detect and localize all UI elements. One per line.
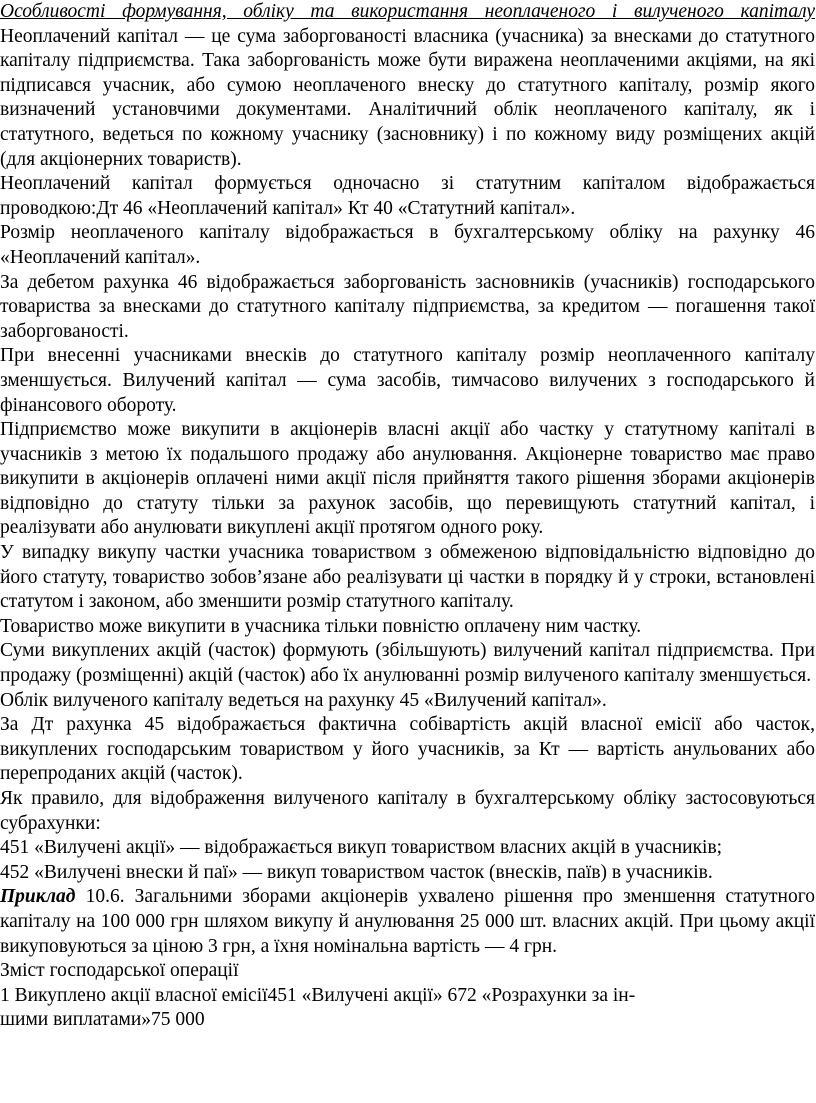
operation-header: Зміст господарської операції (0, 960, 239, 982)
paragraph-subaccount-451: 451 «Вилучені акції» — відображається викуп товариством власних акцій в учасників; (0, 837, 723, 859)
paragraph-account-45: Облік вилученого капіталу ведеться на рахунку 45 «Вилучений капітал». (0, 689, 607, 711)
paragraph-unpaid-capital-entry: Неоплачений капітал формується одночасно зі статутним капіталом відображається проводкою:Дт 46 «Неоплачений капітал» Кт 40 «Статутний капітал». (0, 173, 815, 219)
example-text: 10.6. Загальними зборами акціонерів ухвалено рішення про зменшення статутного капіталу на 100 000 грн шляхом викупу й анулювання 25 000 шт. власних акцій. При цьому акції викуповуються за ціною 3 грн, а їхня номінальна вартість — 4 грн. (0, 886, 815, 957)
document-title: Особливості формування, обліку та використання неоплаченого і вилученого капіталу (0, 1, 815, 22)
paragraph-debit-credit-45: За Дт рахунка 45 відображається фактична собівартість акцій власної емісії або часток, викуплених господарським товариством у його учасників, за Кт — вартість анульованих або перепроданих акцій (часток). (0, 714, 815, 785)
paragraph-subaccount-452: 452 «Вилучені внески й паї» — викуп товариством часток (внесків, паїв) в учасників. (0, 861, 713, 883)
operation-line-2: шими виплатами»75 000 (0, 1009, 205, 1031)
paragraph-account-46: Розмір неоплаченого капіталу відображається в бухгалтерському обліку на рахунку 46 «Неоплачений капітал». (0, 222, 815, 268)
example-label: Приклад (0, 886, 76, 908)
paragraph-paid-share-only: Товариство може викупити в учасника тільки повністю оплачену ним частку. (0, 615, 642, 637)
operation-line-1: 1 Викуплено акції власної емісії451 «Вилучені акції» 672 «Розрахунки за ін- (0, 984, 636, 1006)
paragraph-llc-share-buyback: У випадку викупу частки учасника товариством з обмеженою відповідальністю відповідно до його статуту, товариство зобов’язане або реалізувати ці частки в порядку й у строки, встановлені статутом і законом, або зменшити розмір статутного капіталу. (0, 542, 815, 613)
paragraph-subaccounts-intro: Як правило, для відображення вилученого капіталу в бухгалтерському обліку застосовуються субрахунки: (0, 788, 815, 834)
paragraph-withdrawn-capital-definition: При внесенні учасниками внесків до статутного капіталу розмір неоплаченного капіталу зменшується. Вилучений капітал — сума засобів, тимчасово вилучених з господарського й фінансового обороту. (0, 345, 815, 416)
operation-row (0, 984, 815, 1033)
paragraph-withdrawn-capital-formation: Суми викуплених акцій (часток) формують (збільшують) вилучений капітал підприємства. При продажу (розміщенні) акцій (часток) або їх анулюванні розмір вилученого капіталу зменшується. (0, 640, 815, 687)
paragraph-unpaid-capital-definition: Неоплачений капітал — це сума заборгованості власника (учасника) за внесками до статутного капіталу підприємства. Така заборгованість може бути виражена неоплаченими акціями, на які підписався учасник, або сумою неоплаченого внеску до статутного капіталу, розмір якого визначений установчими документами. Аналітичний облік неоплаченого капіталу, як і статутного, ведеться по кожному учаснику (засновнику) і по кожному виду розміщених акцій (для акціонерних товариств). (0, 25, 815, 170)
example-paragraph (0, 885, 815, 959)
paragraph-share-buyback: Підприємство може викупити в акціонерів власні акції або частку у статутному капіталі в учасників з метою їх подальшого продажу або анулювання. Акціонерне товариство має право викупити в акціонерів оплачені ними акції після прийняття такого рішення зборами акціонерів відповідно до статуту тільки за рахунок засобів, що перевищують статутний капітал, і реалізувати або анулювати викуплені акції протягом одного року. (0, 419, 815, 539)
paragraph-debit-credit-46: За дебетом рахунка 46 відображається заборгованість засновників (учасників) господарського товариства за внесками до статутного капіталу підприємства, за кредитом — погашення такої заборгованості. (0, 271, 815, 342)
